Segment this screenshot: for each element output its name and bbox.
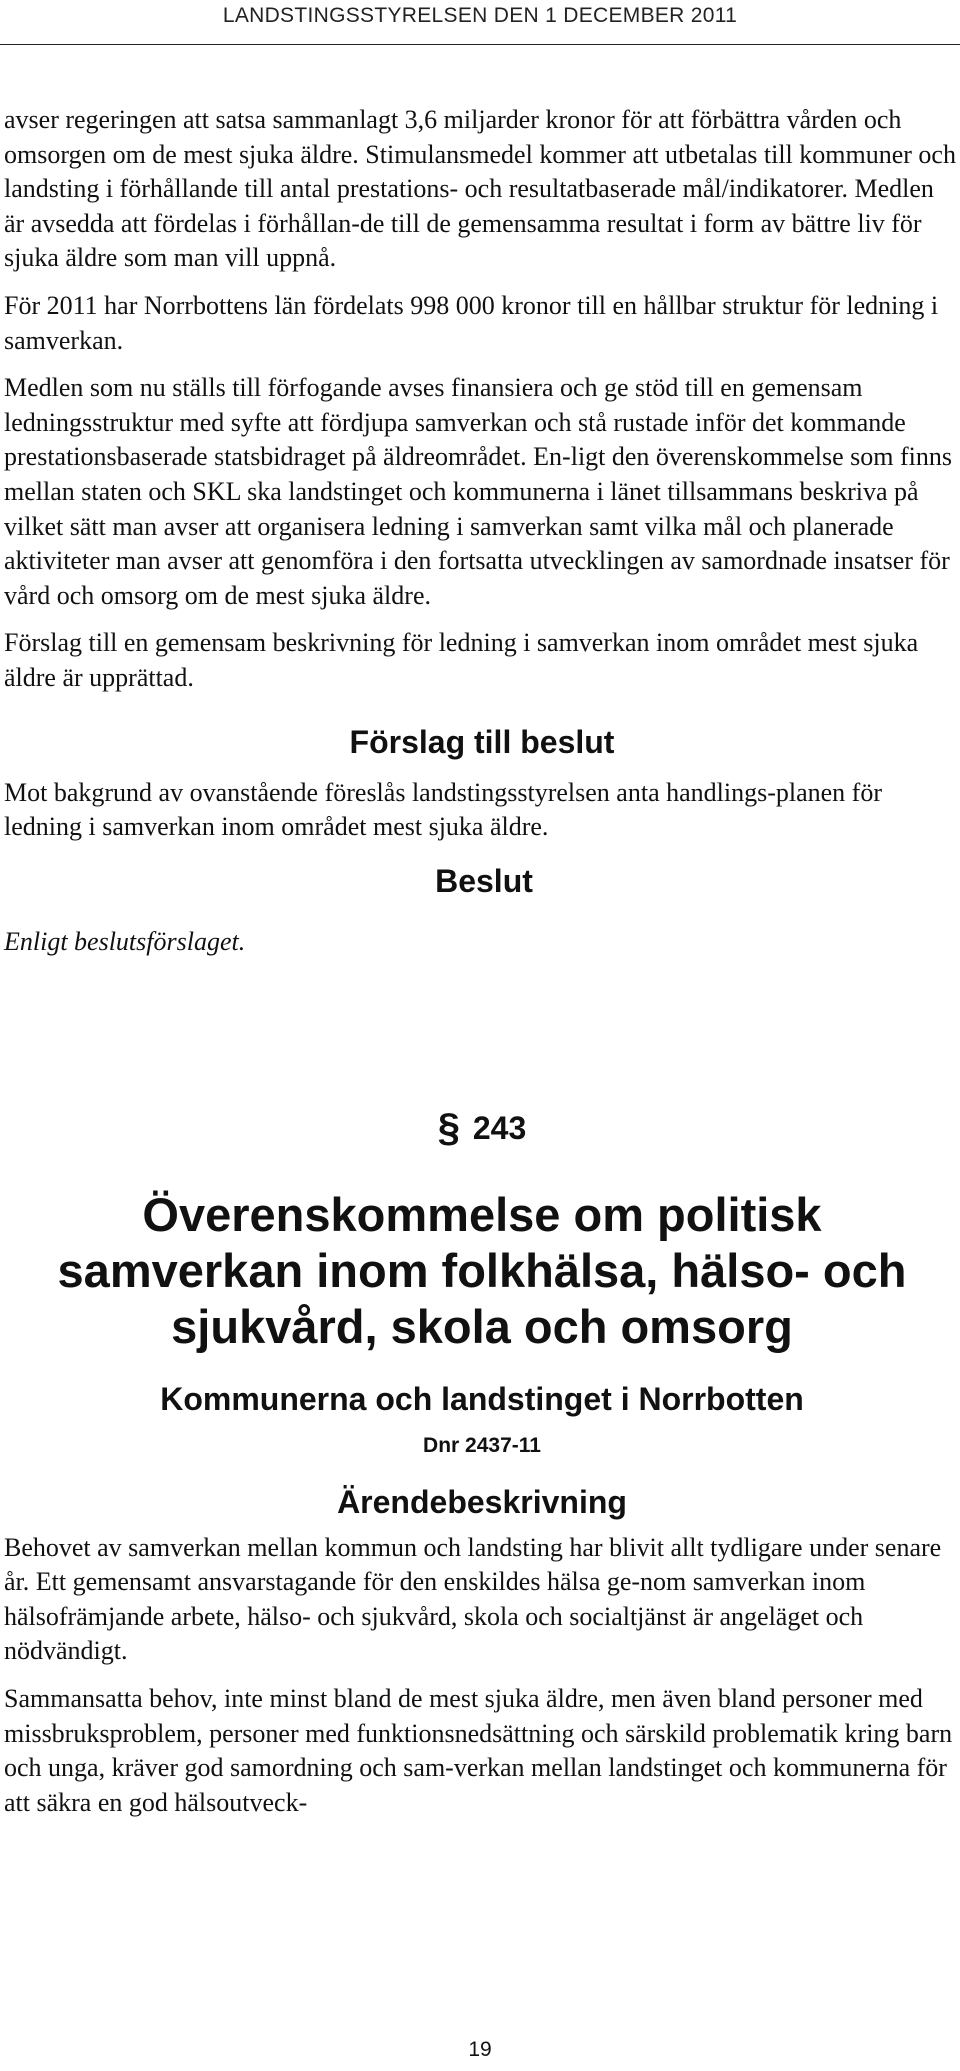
proposal-heading: Förslag till beslut (349, 723, 615, 760)
body-paragraph: Behovet av samverkan mellan kommun och landsting har blivit allt tydligare under senare år. Ett gemensamt ansvarstagande för den enskildes hälsa ge-nom samverkan inom hälsofrämjande arbete, hälso- och sjukvård, skola och socialtjänst är angeläget och nödvändigt. (4, 1532, 942, 1666)
section-subtitle: Kommunerna och landstinget i Norrbotten (160, 1380, 804, 1417)
decision-text: Enligt beslutsförslaget. (4, 926, 246, 956)
header-divider (0, 44, 960, 45)
case-number: Dnr 2437-11 (423, 1433, 541, 1457)
body-paragraph: avser regeringen att satsa sammanlagt 3,6 miljarder kronor för att förbättra vården och omsorgen om de mest sjuka äldre. Stimulansmedel kommer att utbetalas till kommuner och landsting i förhållande till antal prestations- och resultatbaserade mål/indikatorer. Medlen är avsedda att fördelas i förhållan-de till de gemensamma resultat i form av bättre liv för sjuka äldre som man vill uppnå. (4, 105, 956, 273)
section-title-line: sjukvård, skola och omsorg (171, 1299, 793, 1353)
section-title-line: Överenskommelse om politisk (142, 1187, 822, 1241)
proposal-text: Mot bakgrund av ovanstående föreslås landstingsstyrelsen anta handlings-planen för ledning i samverkan inom området mest sjuka äldre. (4, 777, 882, 842)
section-number-value: 243 (472, 1109, 527, 1146)
page-content (4, 103, 960, 1833)
section-sign: § (437, 1105, 460, 1150)
body-paragraph: För 2011 har Norrbottens län fördelats 998 000 kronor till en hållbar struktur för ledning i samverkan. (4, 290, 939, 355)
decision-heading: Beslut (435, 862, 533, 899)
section-title (4, 1187, 960, 1355)
decision-block (4, 861, 960, 979)
body-paragraph: Medlen som nu ställs till förfogande avses finansiera och ge stöd till en gemensam ledningsstruktur med syfte att fördjupa samverkan och stå rustade inför det kommande prestationsbaserade statsbidraget på äldreområdet. En-ligt den överenskommelse som finns mellan staten och SKL ska landstinget och kommunerna i länet tillsammans beskriva på vilket sätt man avser att organisera ledning i samverkan samt vilka mål och planerade aktiviteter man avser att genomföra i den fortsatta utvecklingen av samordnade insatser för vård och omsorg om de mest sjuka äldre. (4, 373, 952, 610)
body-paragraph: Sammansatta behov, inte minst bland de mest sjuka äldre, men även bland personer med missbruksproblem, personer med funktionsnedsättning och särskild problematik kring barn och unga, kräver god samordning och sam-verkan mellan landstinget och kommunerna för att säkra en god hälsoutveck- (4, 1684, 953, 1817)
page-number: 19 (468, 2038, 492, 2061)
running-header: LANDSTINGSSTYRELSEN DEN 1 DECEMBER 2011 (222, 4, 738, 27)
section-title-line: samverkan inom folkhälsa, hälso- och (57, 1243, 907, 1297)
body-paragraph: Förslag till en gemensam beskrivning för ledning i samverkan inom området mest sjuka äldre är upprättad. (4, 628, 919, 692)
section-number (4, 1107, 960, 1149)
case-description-heading: Ärendebeskrivning (337, 1483, 627, 1520)
